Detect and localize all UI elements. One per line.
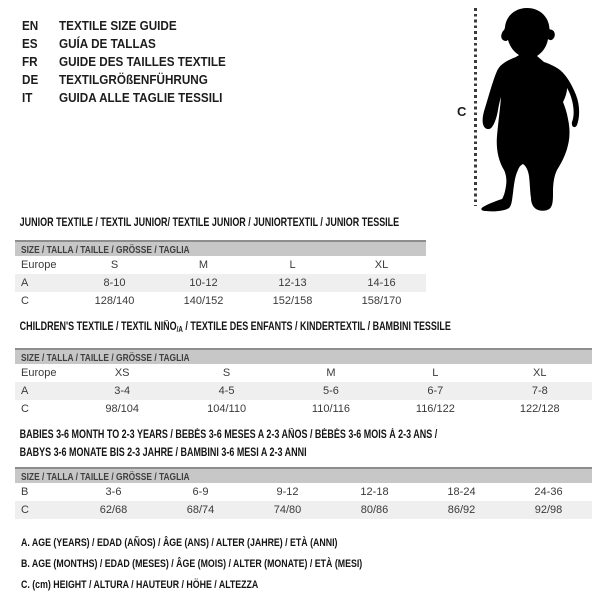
junior-table-title: JUNIOR TEXTILE / TEXTIL JUNIOR/ TEXTILE JUNIOR / JUNIORTEXTIL / JUNIOR TESSILE	[19, 217, 400, 229]
lang-row-en	[22, 16, 244, 34]
size-header-bar	[15, 240, 426, 256]
babies-table-title	[15, 427, 465, 462]
row-label: A	[21, 277, 29, 289]
cell: S	[110, 259, 119, 271]
cell: 104/110	[207, 403, 247, 415]
cell: M	[198, 259, 209, 271]
children-table	[15, 364, 592, 418]
title-subscript: /A	[176, 325, 183, 334]
cell: 128/140	[94, 295, 135, 307]
cell: 158/170	[361, 295, 402, 307]
lang-row-de	[22, 71, 244, 89]
cell: 5-6	[323, 385, 339, 397]
cell: 6-9	[192, 486, 209, 498]
lang-title: GUIDE DES TAILLES TEXTILE	[59, 53, 226, 69]
cell: 116/122	[415, 403, 455, 415]
babies-table	[15, 483, 592, 519]
table-row	[15, 483, 592, 501]
size-header-label: SIZE / TALLA / TAILLE / GRÖSSE / TAGLIA	[21, 244, 190, 256]
cell: S	[222, 367, 231, 379]
row-label: Europe	[21, 367, 57, 379]
cell: 86/92	[447, 504, 476, 516]
lang-title: GUIDA ALLE TAGLIE TESSILI	[59, 90, 223, 106]
cell: 9-12	[276, 486, 299, 498]
size-header-label: SIZE / TALLA / TAILLE / GRÖSSE / TAGLIA	[21, 352, 190, 364]
cell: L	[432, 367, 439, 379]
junior-size-table	[15, 217, 426, 310]
cell: 110/116	[311, 403, 351, 415]
cell: 7-8	[531, 385, 548, 397]
cell: 80/86	[360, 504, 389, 516]
lang-code: DE	[22, 72, 39, 88]
row-label: Europe	[21, 259, 57, 271]
lang-code: IT	[22, 90, 33, 106]
cell: 152/158	[272, 295, 313, 307]
lang-code: FR	[22, 53, 38, 69]
lang-code: EN	[22, 17, 39, 33]
table-row	[15, 501, 592, 519]
legend-footnotes	[21, 533, 448, 595]
lang-row-fr	[22, 52, 244, 70]
cell: 68/74	[186, 504, 215, 516]
footnote-b: B. AGE (MONTHS) / EDAD (MESES) / ÂGE (MOIS) / ALTER (MONATE) / ETÀ (MESI)	[21, 557, 363, 570]
footnote-a: A. AGE (YEARS) / EDAD (AÑOS) / ÂGE (ANS) / ALTER (JAHRE) / ETÀ (ANNI)	[21, 537, 338, 549]
title-line: BABYS 3-6 MONATE BIS 2-3 JAHRE / BAMBINI 3-6 MESI A 2-3 ANNI	[19, 446, 307, 459]
cell: 18-24	[447, 486, 476, 498]
title-part: / TEXTILE DES ENFANTS / KINDERTEXTIL / BAMBINI TESSILE	[182, 321, 451, 333]
cell: 6-7	[427, 385, 444, 397]
table-row	[15, 364, 592, 382]
cell: M	[326, 367, 336, 379]
table-row	[15, 292, 426, 310]
lang-title: TEXTILGRÖßENFÜHRUNG	[59, 72, 208, 88]
cell: 24-36	[534, 486, 563, 498]
table-row	[15, 274, 426, 292]
children-table-title	[15, 321, 465, 336]
table-row	[15, 400, 592, 418]
cell: 122/128	[519, 403, 560, 415]
footnote-c: C. (cm) HEIGHT / ALTURA / HAUTEUR / HÖHE / ALTEZZA	[21, 578, 259, 591]
cell: 92/98	[534, 504, 563, 516]
table-row	[15, 256, 426, 274]
language-title-list	[22, 16, 244, 107]
size-header-bar	[15, 348, 592, 364]
size-header-label: SIZE / TALLA / TAILLE / GRÖSSE / TAGLIA	[21, 471, 190, 483]
junior-table	[15, 256, 426, 310]
cell: XL	[533, 367, 547, 379]
cell: 4-5	[218, 385, 235, 397]
table-row	[15, 382, 592, 400]
cell: 3-4	[114, 385, 131, 397]
cell: 98/104	[105, 403, 140, 415]
cell: 10-12	[189, 277, 218, 289]
cell: XL	[374, 259, 389, 271]
children-size-table	[15, 321, 592, 418]
row-label: B	[21, 486, 29, 498]
lang-title: TEXTILE SIZE GUIDE	[59, 17, 177, 33]
row-label: C	[21, 504, 29, 516]
lang-row-es	[22, 34, 244, 52]
cell: L	[289, 259, 296, 271]
cell: 140/152	[183, 295, 224, 307]
babies-size-table	[15, 427, 592, 519]
lang-row-it	[22, 89, 244, 107]
cell: 12-13	[278, 277, 307, 289]
lang-title: GUÍA DE TALLAS	[59, 35, 156, 51]
lang-code: ES	[22, 35, 38, 51]
title-part: CHILDREN'S TEXTILE / TEXTIL NIÑO	[19, 321, 177, 333]
row-label: A	[21, 385, 29, 397]
cell: 74/80	[273, 504, 302, 516]
cell: 62/68	[99, 504, 128, 516]
cell: 12-18	[360, 486, 389, 498]
cell: 14-16	[367, 277, 396, 289]
toddler-silhouette-image	[479, 4, 595, 214]
title-line: BABIES 3-6 MONTH TO 2-3 YEARS / BEBÉS 3-6 MESES A 2-3 AÑOS / BÉBÉS 3-6 MOIS À 2-3 ANS /	[19, 429, 438, 441]
height-measure-label: C	[457, 104, 467, 119]
row-label: C	[21, 403, 29, 415]
cell: 8-10	[103, 277, 126, 289]
size-header-bar	[15, 467, 592, 483]
row-label: C	[21, 295, 29, 307]
height-measure-dotted-line	[474, 8, 477, 206]
cell: 3-6	[105, 486, 122, 498]
cell: XS	[114, 367, 130, 379]
